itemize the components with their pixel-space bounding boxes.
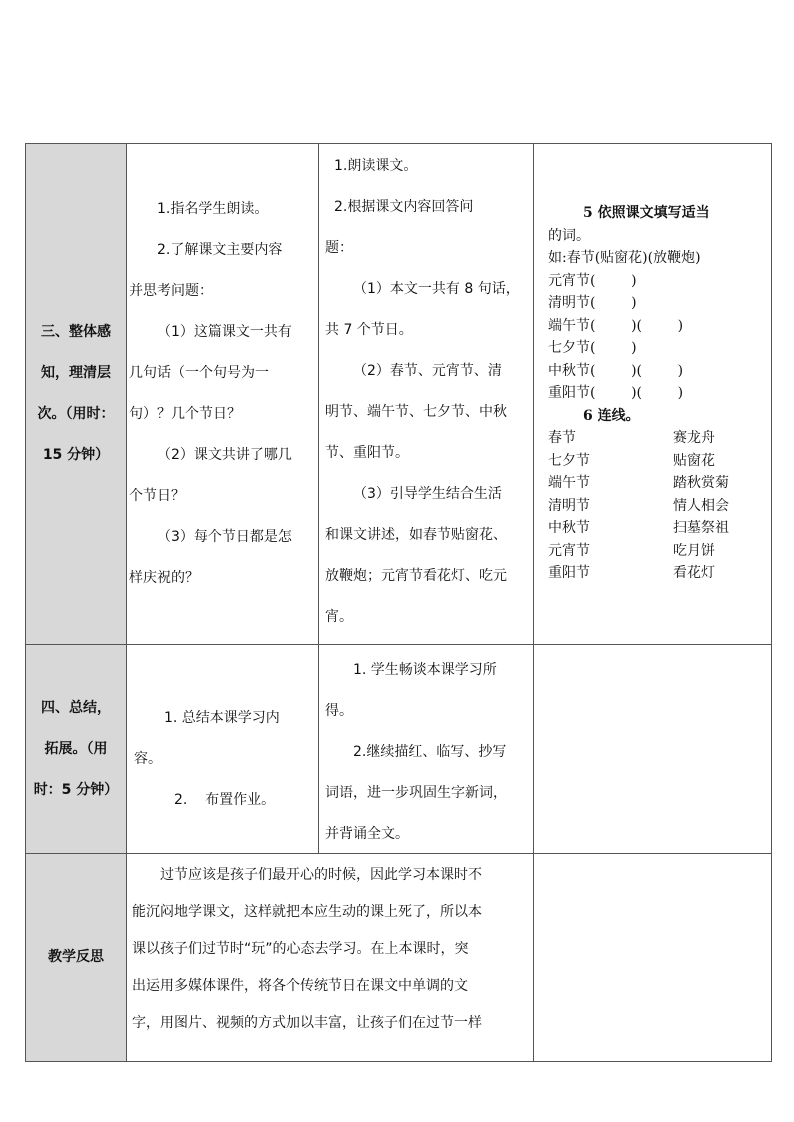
reflection-text	[132, 857, 532, 1042]
exercise-5-line: 元宵节( )	[548, 272, 637, 289]
match-pair	[548, 562, 770, 585]
student-line: 题：	[325, 240, 353, 256]
row1-student-activity	[325, 146, 531, 638]
match-pair	[548, 495, 770, 518]
match-right: 吃月饼	[673, 542, 715, 559]
match-left: 重阳节	[548, 565, 590, 581]
teacher-line: 并思考问题：	[129, 283, 213, 299]
match-pair	[548, 472, 770, 495]
teacher-line: 句）？几个节日？	[129, 406, 241, 422]
student-line: 2.根据课文内容回答问	[334, 199, 474, 215]
teacher-line: 2.了解课文主要内容	[157, 242, 283, 258]
match-left: 元宵节	[548, 542, 590, 559]
student-line: 放鞭炮；元宵节看花灯、吃元	[325, 568, 507, 584]
match-right: 贴窗花	[673, 452, 715, 469]
exercise-5-title-cont: 的词。	[548, 227, 590, 244]
row-divider	[26, 644, 771, 645]
teacher-line: （2）课文共讲了哪几	[157, 447, 292, 463]
row1-label-line: 次。（用时：	[37, 406, 115, 422]
exercise-5-line: 端午节( )( )	[548, 317, 684, 334]
match-pair	[548, 450, 770, 473]
reflection-line: 出运用多媒体课件，将各个传统节日在课文中单调的文	[132, 978, 468, 994]
exercise-6-title: 6 连线。	[583, 407, 640, 424]
teacher-line: 几句话（一个句号为一	[129, 365, 269, 381]
row1-label-line: 知，理清层	[41, 365, 111, 381]
student-line: 2.继续描红、临写、抄写	[353, 744, 507, 760]
student-line: 1. 学生畅谈本课学习所	[353, 662, 497, 678]
match-right: 情人相会	[673, 497, 729, 514]
student-line: 词语，进一步巩固生字新词，	[325, 785, 507, 801]
row2-label-line: 时：5 分钟）	[33, 781, 119, 798]
teacher-line: 个节日？	[129, 488, 185, 504]
match-right: 扫墓祭祖	[673, 520, 729, 536]
student-line: 和课文讲述，如春节贴窗花、	[325, 527, 507, 543]
reflection-line: 课以孩子们过节时“玩”的心态去学习。在上本课时，突	[132, 941, 469, 957]
student-line: （1）本文一共有 8 句话，	[353, 281, 520, 297]
student-line: 共 7 个节日。	[325, 322, 413, 338]
teacher-line: 2. 布置作业。	[174, 792, 276, 808]
match-right: 看花灯	[673, 565, 715, 581]
row1-label-line: 15 分钟）	[42, 447, 110, 463]
student-line: 宵。	[325, 609, 353, 625]
match-pair	[548, 427, 770, 450]
teacher-line: 样庆祝的？	[129, 570, 199, 586]
student-line: 节、重阳节。	[325, 445, 409, 461]
reflection-line: 字，用图片、视频的方式加以丰富，让孩子们在过节一样	[132, 1015, 482, 1031]
row1-label-line: 三、整体感	[41, 324, 111, 340]
exercise-5-line: 清明节( )	[548, 295, 637, 311]
row1-exercise	[548, 202, 770, 585]
exercise-5-line: 中秋节( )( )	[548, 362, 684, 379]
row2-teacher-activity	[134, 698, 317, 821]
reflection-line: 过节应该是孩子们最开心的时候，因此学习本课时不	[160, 867, 482, 883]
student-line: （3）引导学生结合生活	[353, 486, 502, 502]
match-left: 春节	[548, 430, 576, 446]
student-line: 1.朗读课文。	[334, 158, 418, 174]
lesson-plan-table	[25, 143, 772, 1062]
teacher-line: 容。	[134, 751, 162, 767]
student-line: 并背诵全文。	[325, 826, 409, 842]
row2-label-cell	[26, 645, 126, 853]
exercise-5-line: 七夕节( )	[548, 340, 637, 356]
row3-label-cell	[26, 854, 126, 1061]
match-left: 端午节	[548, 475, 590, 491]
exercise-5-line: 如:春节(贴窗花)(放鞭炮)	[548, 250, 701, 266]
exercise-5-line: 重阳节( )( )	[548, 385, 684, 401]
col-divider	[533, 144, 534, 1061]
student-line: 得。	[325, 703, 353, 719]
col-divider	[126, 144, 127, 1061]
teacher-line: （3）每个节日都是怎	[157, 529, 292, 545]
match-left: 七夕节	[548, 452, 590, 469]
teacher-line: 1.指名学生朗读。	[157, 201, 269, 217]
row1-label-cell	[26, 144, 126, 644]
row2-label-line: 四、总结，	[41, 699, 111, 716]
exercise-5-title: 5 依照课文填写适当	[583, 205, 710, 221]
match-pair	[548, 517, 770, 540]
col-divider	[318, 144, 319, 853]
match-left: 中秋节	[548, 520, 590, 536]
reflection-line: 能沉闷地学课文，这样就把本应生动的课上死了，所以本	[132, 904, 482, 920]
teacher-line: 1. 总结本课学习内	[164, 710, 280, 726]
match-right: 赛龙舟	[673, 430, 715, 446]
row2-label-line: 拓展。（用	[44, 740, 108, 757]
student-line: 明节、端午节、七夕节、中秋	[325, 404, 507, 420]
row2-student-activity	[325, 650, 531, 855]
teacher-line: （1）这篇课文一共有	[157, 324, 292, 340]
reflection-label: 教学反思	[48, 949, 104, 965]
match-left: 清明节	[548, 497, 590, 514]
match-right: 踏秋赏菊	[673, 475, 729, 491]
match-pair	[548, 540, 770, 563]
student-line: （2）春节、元宵节、清	[353, 363, 502, 379]
row1-teacher-activity	[129, 189, 317, 599]
